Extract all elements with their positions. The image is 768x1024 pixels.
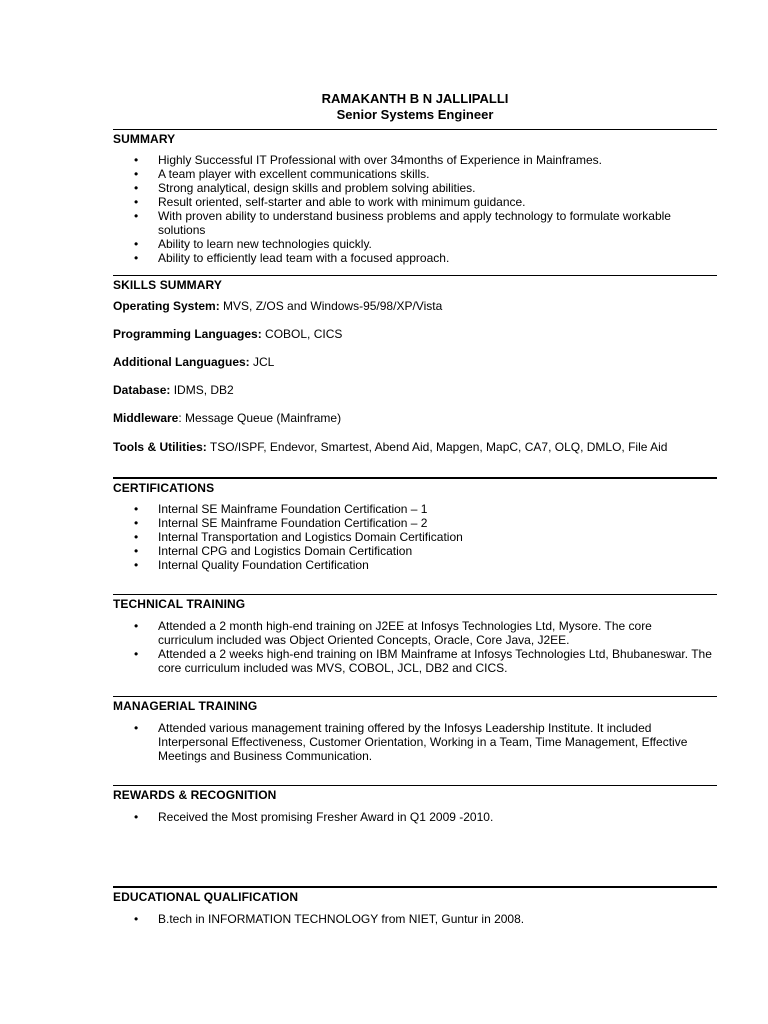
- list-item: • Highly Successful IT Professional with over 34months of Experience in Mainframes.: [158, 153, 717, 167]
- resume-page: [113, 0, 717, 1024]
- section-divider: [113, 275, 717, 276]
- list-item: • Received the Most promising Fresher Award in Q1 2009 -2010.: [158, 810, 717, 824]
- list-item: • B.tech in INFORMATION TECHNOLOGY from NIET, Guntur in 2008.: [158, 912, 717, 926]
- skill-label: Operating System:: [113, 299, 220, 313]
- candidate-title: Senior Systems Engineer: [336, 107, 494, 122]
- skill-label: Middleware: [113, 411, 179, 425]
- list-item: • Internal SE Mainframe Foundation Certification – 2: [158, 516, 717, 530]
- managerial-training-section: [113, 696, 717, 763]
- list-item: • A team player with excellent communications skills.: [158, 167, 717, 181]
- skill-label: Additional Languagues:: [113, 355, 250, 369]
- skill-label: Programming Languages:: [113, 327, 262, 341]
- skill-value: : Message Queue (Mainframe): [178, 411, 342, 425]
- skills-section: [113, 275, 717, 454]
- list-item: • With proven ability to understand business problems and apply technology to formulate workable solutions: [158, 209, 718, 237]
- skill-row-middleware: [113, 411, 341, 425]
- list-item: • Ability to efficiently lead team with a focused approach.: [158, 251, 717, 265]
- skill-row-os: [113, 299, 442, 313]
- section-heading: SUMMARY: [113, 132, 176, 146]
- section-heading: EDUCATIONAL QUALIFICATION: [113, 890, 299, 904]
- certifications-section: [113, 477, 717, 572]
- candidate-name: RAMAKANTH B N JALLIPALLI: [321, 91, 509, 106]
- rewards-list: [113, 810, 717, 824]
- education-list: [113, 912, 717, 926]
- section-heading: TECHNICAL TRAINING: [113, 597, 246, 611]
- list-item: • Internal Quality Foundation Certification: [158, 558, 717, 572]
- section-heading: CERTIFICATIONS: [113, 481, 215, 495]
- list-item: • Strong analytical, design skills and problem solving abilities.: [158, 181, 717, 195]
- list-item: • Ability to learn new technologies quickly.: [158, 237, 717, 251]
- rewards-section: [113, 785, 717, 824]
- technical-training-list: [113, 619, 717, 675]
- certifications-list: [113, 502, 717, 572]
- section-divider: [113, 886, 717, 888]
- skill-row-additional: [113, 355, 274, 369]
- section-divider: [113, 785, 717, 786]
- education-section: [113, 886, 717, 926]
- list-item: • Attended a 2 month high-end training on J2EE at Infosys Technologies Ltd, Mysore. The core curriculum included was Object Oriented Concepts, Oracle, Core Java, J2EE.: [158, 619, 688, 647]
- skill-label: Tools & Utilities:: [113, 440, 207, 454]
- technical-training-section: [113, 594, 717, 675]
- skill-row-programming: [113, 327, 342, 341]
- section-divider: [113, 594, 717, 595]
- list-item: • Result oriented, self-starter and able to work with minimum guidance.: [158, 195, 717, 209]
- section-heading: SKILLS SUMMARY: [113, 278, 222, 292]
- skill-value: MVS, Z/OS and Windows-95/98/XP/Vista: [219, 299, 443, 313]
- section-divider: [113, 477, 717, 479]
- section-divider: [113, 129, 717, 130]
- resume-header: [113, 91, 717, 123]
- summary-list: [113, 153, 717, 265]
- list-item: • Attended a 2 weeks high-end training on IBM Mainframe at Infosys Technologies Ltd, Bhubaneswar. The core curriculum included was MVS, COBOL, JCL, DB2 and CICS.: [158, 647, 723, 675]
- managerial-training-list: [113, 721, 717, 763]
- skill-row-tools: [113, 440, 667, 454]
- section-heading: MANAGERIAL TRAINING: [113, 699, 258, 713]
- summary-section: [113, 129, 717, 265]
- list-item: • Internal Transportation and Logistics Domain Certification: [158, 530, 717, 544]
- skill-label: Database:: [113, 383, 171, 397]
- section-heading: REWARDS & RECOGNITION: [113, 788, 277, 802]
- skill-value: IDMS, DB2: [170, 383, 234, 397]
- skill-value: TSO/ISPF, Endevor, Smartest, Abend Aid, Mapgen, MapC, CA7, OLQ, DMLO, File Aid: [206, 440, 668, 454]
- list-item: • Attended various management training offered by the Infosys Leadership Institute. It included Interpersonal Effectiveness, Customer Orientation, Working in a Team, Time Management, Effective Meetings and Business Communication.: [158, 721, 688, 763]
- skill-value: COBOL, CICS: [261, 327, 343, 341]
- section-divider: [113, 696, 717, 697]
- list-item: • Internal SE Mainframe Foundation Certification – 1: [158, 502, 717, 516]
- list-item: • Internal CPG and Logistics Domain Certification: [158, 544, 717, 558]
- skill-value: JCL: [249, 355, 275, 369]
- skill-row-database: [113, 383, 234, 397]
